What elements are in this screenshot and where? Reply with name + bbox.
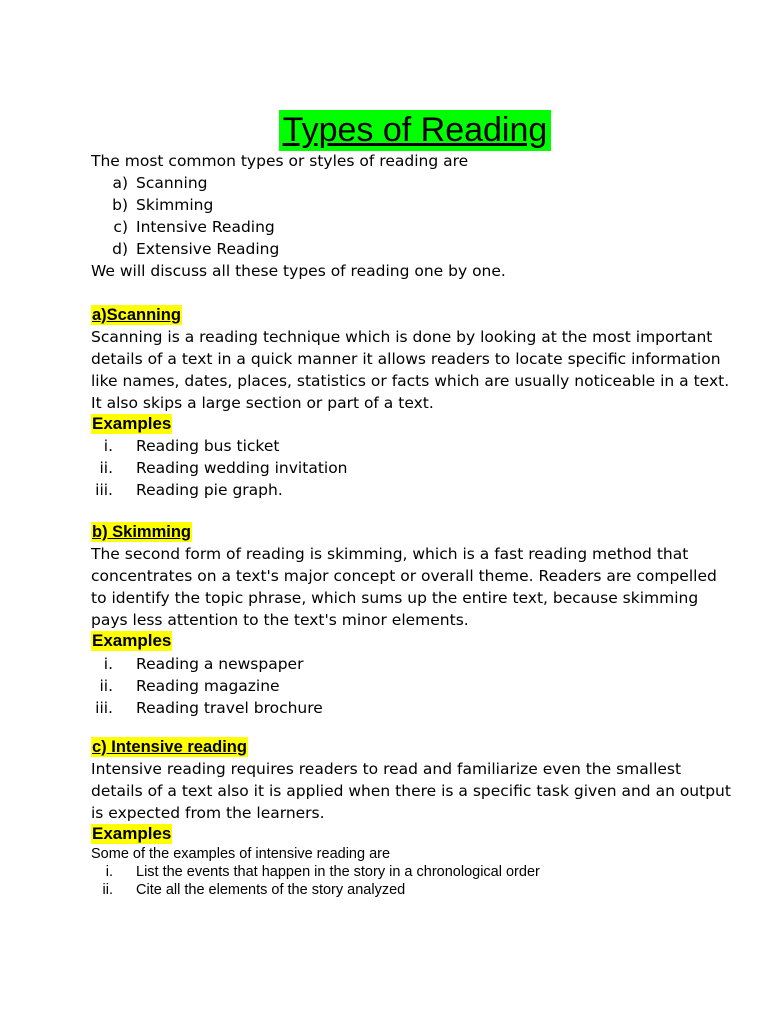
section-heading-scanning: a)Scanning (92, 306, 181, 324)
list-marker: ii. (102, 882, 113, 898)
list-marker: ii. (99, 677, 113, 695)
paragraph-line: pays less attention to the text's minor elements. (91, 611, 469, 629)
paragraph-line: details of a text also it is applied when there is a specific task given and an output (91, 782, 731, 800)
paragraph-line: like names, dates, places, statistics or facts which are usually noticeable in a text. (91, 372, 730, 390)
list-marker: d) (112, 240, 128, 258)
list-marker: iii. (95, 699, 113, 717)
examples-heading: Examples (92, 631, 172, 650)
list-marker: ii. (99, 459, 113, 477)
list-item-text: Intensive Reading (136, 218, 275, 236)
list-item-text: Scanning (136, 174, 208, 192)
section-heading-skimming: b) Skimming (92, 523, 192, 541)
paragraph-line: It also skips a large section or part of a text. (91, 394, 434, 412)
intro-lead: The most common types or styles of reading are (91, 152, 469, 170)
paragraph-line: concentrates on a text's major concept or overall theme. Readers are compelled (91, 567, 717, 585)
list-item-text: Reading travel brochure (136, 699, 323, 717)
list-marker: iii. (95, 481, 113, 499)
list-item-text: Reading magazine (136, 677, 280, 695)
paragraph-line: The second form of reading is skimming, which is a fast reading method that (91, 545, 689, 563)
list-item-text: Reading wedding invitation (136, 459, 348, 477)
list-item-text: List the events that happen in the story in a chronological order (136, 864, 540, 880)
paragraph-line: to identify the topic phrase, which sums up the entire text, because skimming (91, 589, 699, 607)
list-item-text: Reading bus ticket (136, 437, 280, 455)
examples-heading: Examples (92, 824, 172, 843)
list-marker: b) (112, 196, 128, 214)
paragraph-line: Scanning is a reading technique which is done by looking at the most important (91, 328, 713, 346)
section-heading-intensive: c) Intensive reading (92, 738, 247, 756)
list-marker: c) (113, 218, 128, 236)
paragraph-line: Intensive reading requires readers to read and familiarize even the smallest (91, 760, 682, 778)
list-item-text: Skimming (136, 196, 214, 214)
list-item-text: Cite all the elements of the story analyzed (136, 882, 406, 898)
list-marker: a) (112, 174, 128, 192)
paragraph-line: is expected from the learners. (91, 804, 325, 822)
intro-closing: We will discuss all these types of reading one by one. (91, 262, 506, 280)
list-marker: i. (103, 655, 113, 673)
list-item-text: Reading a newspaper (136, 655, 304, 673)
examples-heading: Examples (92, 414, 172, 433)
list-marker: i. (105, 864, 113, 880)
paragraph-line: details of a text in a quick manner it allows readers to locate specific information (91, 350, 721, 368)
list-item-text: Extensive Reading (136, 240, 280, 258)
examples-lead: Some of the examples of intensive reading are (91, 846, 391, 862)
list-item-text: Reading pie graph. (136, 481, 283, 499)
document-title: Types of Reading (279, 110, 551, 151)
list-marker: i. (103, 437, 113, 455)
